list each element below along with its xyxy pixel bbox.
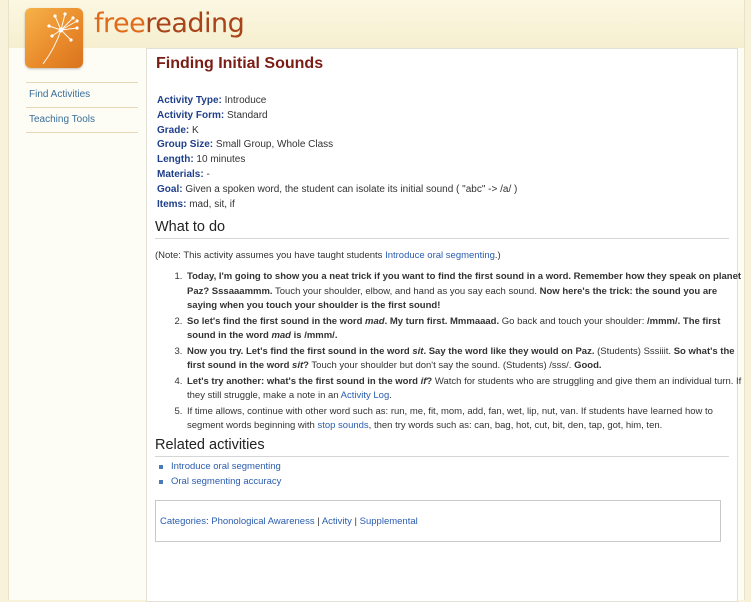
meta-key: Activity Type:	[157, 95, 222, 106]
meta-value: Standard	[224, 109, 268, 121]
instruction-text: (Students) Sssiiit.	[594, 345, 674, 357]
script-text: ?	[426, 375, 433, 387]
categories-row	[160, 516, 418, 527]
instruction-text: Touch your shoulder but don't say the sound. (Students) /sss/.	[308, 360, 575, 371]
logo-text-free: free	[94, 8, 146, 39]
page	[8, 0, 745, 600]
logo-text-reading: reading	[145, 8, 245, 39]
list-item	[170, 476, 281, 487]
separator: |	[354, 516, 358, 527]
activity-log-link[interactable]: Activity Log	[340, 390, 390, 401]
step-item	[185, 270, 745, 314]
script-text: Good.	[574, 360, 602, 371]
related-link-introduce-oral-segmenting[interactable]: Introduce oral segmenting	[171, 461, 281, 472]
categories-link[interactable]: Categories	[160, 516, 206, 527]
meta-row	[157, 138, 517, 153]
meta-key: Materials:	[157, 168, 204, 180]
meta-row	[157, 168, 517, 183]
instruction-text: Go back and touch your shoulder:	[499, 315, 647, 327]
meta-row	[157, 109, 517, 124]
meta-value: Given a spoken word, the student can isolate its initial sound ( "abc" -> /a/ )	[182, 183, 518, 195]
instruction-text: Touch your shoulder, elbow, and hand as you say each sound.	[272, 285, 540, 297]
list-item	[170, 461, 281, 472]
example-word: if	[420, 375, 427, 387]
what-to-do-heading: What to do	[155, 219, 729, 239]
related-activities-heading: Related activities	[155, 437, 729, 457]
note-text: (Note: This activity assumes you have taught students	[155, 250, 386, 261]
step-item	[185, 315, 745, 344]
introduce-oral-segmenting-link[interactable]: Introduce oral segmenting	[385, 250, 495, 261]
meta-key: Grade:	[157, 124, 190, 136]
script-text: . My turn first. Mmmaaad.	[384, 315, 500, 327]
instruction-text: .	[389, 390, 392, 401]
meta-value: 10 minutes	[193, 154, 246, 166]
dandelion-icon	[25, 8, 83, 68]
categories-colon: :	[205, 516, 209, 527]
script-text: . Say the word like they would on Paz.	[423, 345, 595, 357]
sidebar-item-teaching-tools[interactable]: Teaching Tools	[26, 107, 138, 133]
step-item	[185, 375, 745, 404]
step-item	[185, 405, 745, 434]
meta-value: -	[203, 168, 210, 180]
meta-value: mad, sit, if	[186, 198, 235, 210]
script-text: So what's the first sound in the word	[187, 345, 735, 371]
meta-row	[157, 183, 517, 198]
meta-key: Group Size:	[157, 139, 214, 151]
script-text: Let's try another: what's the first sound in the word	[187, 375, 421, 387]
stop-sounds-link[interactable]: stop sounds	[317, 420, 369, 431]
meta-value: Small Group, Whole Class	[213, 139, 334, 151]
example-word: sit	[292, 360, 304, 371]
instruction-text: Watch for students who are struggling and give them an individual turn. If they still struggle, make a note in an	[187, 375, 742, 401]
meta-row	[157, 94, 517, 109]
logo-badge[interactable]	[25, 8, 83, 68]
script-text: So let's find the first sound in the word	[187, 315, 366, 327]
categories-box	[155, 500, 721, 542]
site-logo-text[interactable]	[94, 8, 244, 39]
example-word: mad	[271, 330, 291, 341]
prerequisite-note	[155, 250, 501, 261]
sidebar	[26, 82, 138, 133]
script-text: Now here's the trick: the sound you are saying when you touch your shoulder is the first sound!	[187, 285, 718, 311]
main-content	[146, 48, 742, 602]
script-text: Today, I'm going to show you a neat trick if you want to find the first sound in a word. Remember how they speak on planet Paz? Sssaaammm.	[187, 271, 742, 297]
category-link-supplemental[interactable]: Supplemental	[359, 516, 418, 527]
example-word: mad	[365, 315, 385, 327]
meta-key: Length:	[157, 154, 194, 166]
step-item	[185, 345, 745, 374]
category-link-phonological-awareness[interactable]: Phonological Awareness	[211, 516, 315, 527]
meta-row	[157, 124, 517, 139]
script-text: is /mmm/.	[291, 330, 338, 341]
activity-meta	[157, 94, 517, 212]
page-title: Finding Initial Sounds	[156, 55, 324, 72]
meta-row	[157, 198, 517, 213]
steps-list	[155, 270, 745, 435]
category-link-activity[interactable]: Activity	[321, 516, 352, 527]
script-text: ?	[303, 360, 309, 371]
meta-key: Activity Form:	[157, 109, 225, 121]
separator: |	[317, 516, 320, 527]
script-text: /mmm/. The first sound in the word	[187, 315, 721, 341]
instruction-text: If time allows, continue with other word such as: run, me, fit, mom, add, fan, wet, lip, nut, van. If students have learned how to segment words beginning with	[187, 405, 713, 431]
meta-key: Items:	[157, 198, 187, 210]
example-word: sit	[412, 345, 424, 357]
related-activities-list	[155, 461, 281, 491]
meta-row	[157, 153, 517, 168]
script-text: Now you try. Let's find the first sound in the word	[187, 345, 413, 357]
related-link-oral-segmenting-accuracy[interactable]: Oral segmenting accuracy	[171, 476, 282, 487]
instruction-text: , then try words such as: can, bag, hot, cut, bit, den, tap, got, him, ten.	[368, 420, 663, 431]
note-text: .)	[494, 250, 501, 261]
meta-key: Goal:	[157, 183, 183, 195]
meta-value: K	[189, 124, 199, 136]
sidebar-item-find-activities[interactable]: Find Activities	[26, 82, 138, 107]
meta-value: Introduce	[221, 95, 267, 106]
